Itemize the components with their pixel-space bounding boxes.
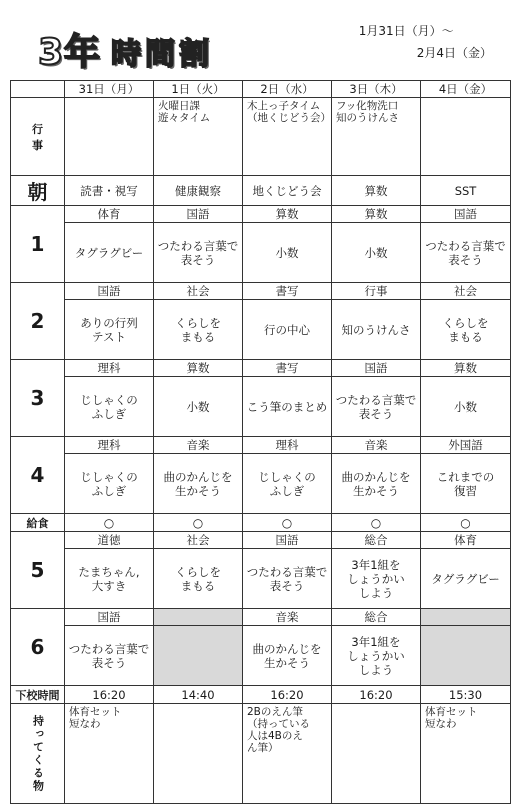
corner-cell <box>11 81 65 98</box>
period-2-content-row <box>11 300 511 360</box>
dismissal-cell: 14:40 <box>154 686 243 704</box>
morning-cell: SST <box>421 176 511 206</box>
bring-label-text: 持ってくる物 <box>31 714 45 793</box>
subject-cell: 国語 <box>154 206 243 223</box>
period-2-subject-row <box>11 283 511 300</box>
morning-cell: 算数 <box>332 176 421 206</box>
subject-cell: 体育 <box>421 532 511 549</box>
dismissal-label: 下校時間 <box>11 686 65 704</box>
timetable-body <box>11 81 511 804</box>
period-3-content-row <box>11 377 511 437</box>
subject-cell: 書写 <box>243 360 332 377</box>
period-label-5: 5 <box>11 532 65 609</box>
content-cell: 小数 <box>421 377 511 437</box>
period-6-subject-row <box>11 609 511 626</box>
content-cell: つたわる言葉で 表そう <box>65 626 154 686</box>
content-cell: 小数 <box>332 223 421 283</box>
subject-cell: 社会 <box>421 283 511 300</box>
subject-cell: 国語 <box>65 283 154 300</box>
content-cell: こう筆のまとめ <box>243 377 332 437</box>
content-cell: 曲のかんじを 生かそう <box>332 454 421 514</box>
subject-cell: 総合 <box>332 609 421 626</box>
subject-cell: 算数 <box>421 360 511 377</box>
lunch-cell: ○ <box>243 514 332 532</box>
bring-label <box>11 704 65 804</box>
subject-cell: 書写 <box>243 283 332 300</box>
morning-cell: 地くじどう会 <box>243 176 332 206</box>
content-cell: じしゃくの ふしぎ <box>243 454 332 514</box>
period-1-content-row <box>11 223 511 283</box>
lunch-cell: ○ <box>332 514 421 532</box>
period-4-subject-row <box>11 437 511 454</box>
day-header: 3日（木） <box>332 81 421 98</box>
period-label-6: 6 <box>11 609 65 686</box>
content-cell: 3年1組を しょうかい しよう <box>332 549 421 609</box>
period-label-2: 2 <box>11 283 65 360</box>
subject-cell: 道徳 <box>65 532 154 549</box>
bring-cell: 体育セット 短なわ <box>65 704 154 804</box>
bring-cell <box>154 704 243 804</box>
day-header-row <box>11 81 511 98</box>
content-cell: 曲のかんじを 生かそう <box>243 626 332 686</box>
content-cell <box>421 626 511 686</box>
content-cell: くらしを まもる <box>154 300 243 360</box>
period-label-3: 3 <box>11 360 65 437</box>
date-from: 1月31日（月）～ <box>358 24 454 38</box>
lunch-cell: ○ <box>421 514 511 532</box>
content-cell: たまちゃん, 大すき <box>65 549 154 609</box>
content-cell: タグラグビー <box>421 549 511 609</box>
subject-cell: 理科 <box>243 437 332 454</box>
subject-cell: 算数 <box>154 360 243 377</box>
subject-cell: 音楽 <box>243 609 332 626</box>
dismissal-cell: 15:30 <box>421 686 511 704</box>
period-5-subject-row <box>11 532 511 549</box>
content-cell: ありの行列 テスト <box>65 300 154 360</box>
date-range <box>359 20 492 64</box>
day-header: 31日（月） <box>65 81 154 98</box>
subject-cell: 国語 <box>332 360 421 377</box>
bring-cell: 2Bのえん筆 （持っている 人は4Bのえ ん筆） <box>243 704 332 804</box>
lunch-label: 給食 <box>11 514 65 532</box>
subject-cell <box>154 609 243 626</box>
period-1-subject-row <box>11 206 511 223</box>
event-cell: 木上っ子タイム （地くじどう会） <box>243 98 332 176</box>
event-cell: 火曜日課 遊々タイム <box>154 98 243 176</box>
content-cell: じしゃくの ふしぎ <box>65 377 154 437</box>
morning-cell: 健康観察 <box>154 176 243 206</box>
period-4-content-row <box>11 454 511 514</box>
period-label-4: 4 <box>11 437 65 514</box>
day-header: 2日（水） <box>243 81 332 98</box>
content-cell: じしゃくの ふしぎ <box>65 454 154 514</box>
subject-cell: 体育 <box>65 206 154 223</box>
lunch-row <box>11 514 511 532</box>
subject-cell: 理科 <box>65 437 154 454</box>
morning-row <box>11 176 511 206</box>
content-cell: つたわる言葉で 表そう <box>243 549 332 609</box>
header <box>10 10 510 80</box>
content-cell: つたわる言葉で 表そう <box>154 223 243 283</box>
date-to: 2月4日（金） <box>416 46 492 60</box>
page-title <box>38 24 213 75</box>
period-6-content-row <box>11 626 511 686</box>
content-cell: 曲のかんじを 生かそう <box>154 454 243 514</box>
content-cell: くらしを まもる <box>421 300 511 360</box>
subject-cell: 算数 <box>332 206 421 223</box>
period-3-subject-row <box>11 360 511 377</box>
content-cell: つたわる言葉で 表そう <box>332 377 421 437</box>
dismissal-cell: 16:20 <box>332 686 421 704</box>
content-cell: これまでの 復習 <box>421 454 511 514</box>
bring-row <box>11 704 511 804</box>
lunch-cell: ○ <box>65 514 154 532</box>
content-cell: 小数 <box>154 377 243 437</box>
dismissal-row <box>11 686 511 704</box>
event-cell <box>65 98 154 176</box>
content-cell: くらしを まもる <box>154 549 243 609</box>
subject-cell: 理科 <box>65 360 154 377</box>
content-cell: 知のうけんさ <box>332 300 421 360</box>
bring-cell <box>332 704 421 804</box>
morning-label: 朝 <box>11 176 65 206</box>
content-cell <box>154 626 243 686</box>
event-cell <box>421 98 511 176</box>
subject-cell: 国語 <box>421 206 511 223</box>
subject-cell: 国語 <box>243 532 332 549</box>
subject-cell: 社会 <box>154 532 243 549</box>
subject-cell: 総合 <box>332 532 421 549</box>
day-header: 1日（火） <box>154 81 243 98</box>
dismissal-cell: 16:20 <box>65 686 154 704</box>
subject-cell: 社会 <box>154 283 243 300</box>
subject-cell: 音楽 <box>154 437 243 454</box>
subject-cell: 行事 <box>332 283 421 300</box>
subject-cell: 外国語 <box>421 437 511 454</box>
dismissal-cell: 16:20 <box>243 686 332 704</box>
subject-cell: 国語 <box>65 609 154 626</box>
content-cell: つたわる言葉で 表そう <box>421 223 511 283</box>
morning-cell: 読書・視写 <box>65 176 154 206</box>
content-cell: 小数 <box>243 223 332 283</box>
title-label: 時間割 <box>111 37 214 72</box>
period-5-content-row <box>11 549 511 609</box>
events-label: 行 事 <box>11 98 65 176</box>
timetable <box>10 80 511 804</box>
lunch-cell: ○ <box>154 514 243 532</box>
content-cell: タグラグビー <box>65 223 154 283</box>
event-cell: フッ化物洗口 知のうけんさ <box>332 98 421 176</box>
content-cell: 3年1組を しょうかい しよう <box>332 626 421 686</box>
content-cell: 行の中心 <box>243 300 332 360</box>
period-label-1: 1 <box>11 206 65 283</box>
subject-cell <box>421 609 511 626</box>
bring-cell: 体育セット 短なわ <box>421 704 511 804</box>
subject-cell: 音楽 <box>332 437 421 454</box>
events-row <box>11 98 511 176</box>
subject-cell: 算数 <box>243 206 332 223</box>
grade-label: 3年 <box>38 32 102 73</box>
day-header: 4日（金） <box>421 81 511 98</box>
